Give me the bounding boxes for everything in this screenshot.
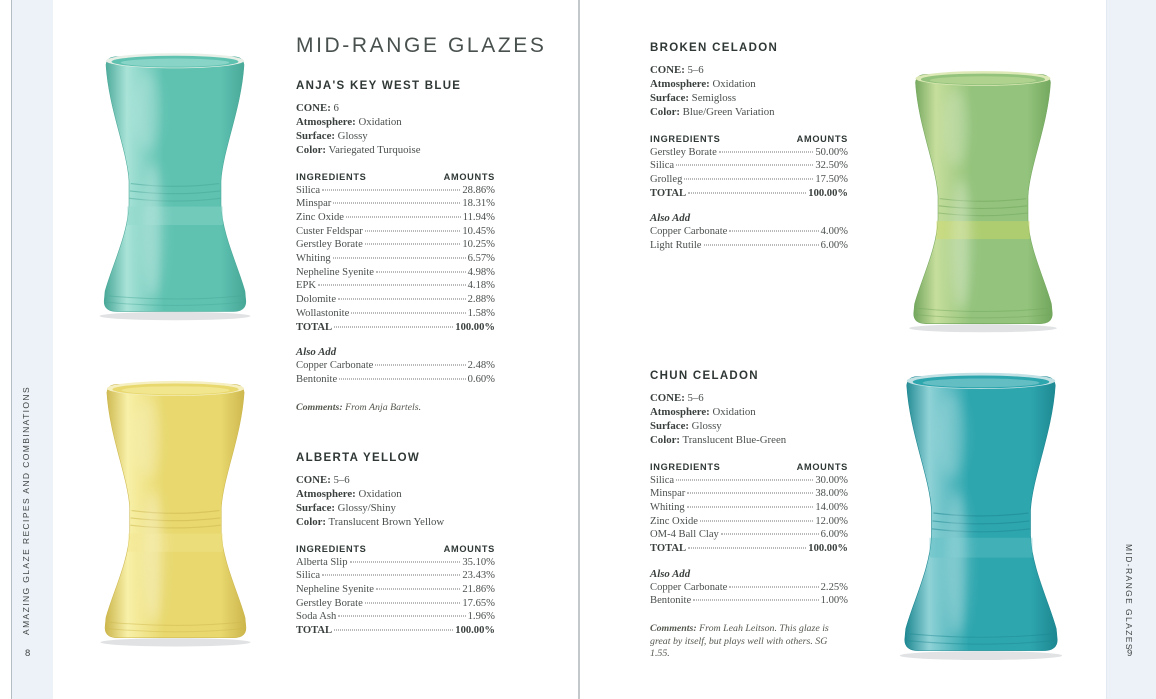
ingredient-amount: 1.00% [820,595,848,607]
ingredient-row [650,173,848,187]
dot-leader [334,630,453,631]
vase-illustration [83,31,267,338]
ingredient-amount: 28.86% [462,184,495,196]
recipe-meta [296,102,495,158]
ingredient-row [650,187,848,201]
recipe-meta-row: Color: Translucent Brown Yellow [296,515,445,528]
recipe-meta-row: CONE: 6 [296,102,339,114]
dot-leader [676,165,813,166]
vase-illustration [882,364,1080,664]
ingredient-name: Soda Ash [296,611,337,623]
dot-leader [693,600,818,601]
ingredient-amount: 1.96% [467,611,495,623]
vase-illustration [84,361,267,662]
ingredient-amount: 2.88% [467,294,495,306]
ingredient-amount: 21.86% [462,584,495,595]
dot-leader [365,230,461,231]
ingredient-name: Alberta Slip [296,556,348,568]
ingredient-amount: 100.00% [455,625,495,637]
ingredient-amount: 6.57% [467,253,495,265]
ingredient-amount: 0.60% [467,373,495,385]
ingredient-name: TOTAL [650,543,687,555]
left-spine-title: AMAZING GLAZE RECIPES AND COMBINATIONS [21,385,31,635]
dot-leader [338,616,465,617]
meta-label: Color: [650,433,680,446]
also-add-heading: Also Add [296,346,337,359]
ingredient-amount: 100.00% [808,543,848,555]
ingredient-name: Silica [296,570,321,582]
ingredient-amount: 100.00% [808,187,848,199]
ingredient-row [650,487,848,501]
amounts-header-label: AMOUNTS [796,133,848,144]
dot-leader [676,479,813,480]
dot-leader [687,507,814,508]
meta-label: Surface: [650,419,689,432]
recipe-meta-row: Atmosphere: Oxidation [650,77,756,90]
ingredient-amount: 23.43% [462,570,495,582]
ingredient-amount: 12.00% [815,515,848,527]
ingredient-row [650,542,848,556]
ingredient-row [650,146,848,160]
ingredient-amount: 11.94% [462,212,495,223]
ingredient-row [296,359,495,373]
dot-leader [338,299,466,300]
ingredient-row [650,159,848,173]
ingredient-row [296,597,495,611]
left-page-number: 8 [25,648,31,659]
ingredients-header-label: INGREDIENTS [650,461,721,472]
ingredient-amount: 4.18% [467,280,495,292]
ingredient-amount: 6.00% [820,529,848,541]
dot-leader [687,493,813,494]
amounts-header-label: AMOUNTS [443,171,495,182]
vase-photo-chun-celadon [882,364,1080,664]
ingredient-amount: 100.00% [455,321,495,333]
recipe-broken-celadon [650,42,848,253]
ingredient-row [650,528,848,542]
also-add-heading: Also Add [650,567,691,580]
left-page-edge-strip [11,0,53,699]
recipe-meta-row: CONE: 5–6 [296,474,350,486]
dot-leader [351,312,465,313]
dot-leader [688,192,806,193]
ingredient-amount: 10.25% [462,239,495,251]
ingredient-name: Silica [650,160,675,172]
ingredient-name: Minspar [650,488,686,500]
ingredient-name: Minspar [296,198,332,210]
meta-label: Surface: [296,501,335,514]
ingredient-row [650,225,848,239]
ingredient-row [296,252,495,266]
meta-label: Atmosphere: [296,487,356,500]
ingredient-name: EPK [296,280,317,292]
ingredient-row [296,307,495,321]
dot-leader [684,179,813,180]
dot-leader [700,520,813,521]
ingredient-name: Wollastonite [296,307,350,319]
recipe-meta-row: Atmosphere: Oxidation [296,115,402,128]
recipe-meta [650,392,848,448]
ingredient-row [296,293,495,307]
recipe-meta [296,474,495,530]
meta-label: Surface: [296,129,335,142]
meta-label: CONE: [296,102,331,114]
dot-leader [719,151,814,152]
ingredient-name: Silica [296,184,321,196]
vase-photo-broken-celadon [893,51,1073,348]
ingredient-name: Copper Carbonate [650,581,728,593]
ingredient-amount: 10.45% [462,225,495,237]
recipe-meta-row: CONE: 5–6 [650,64,704,76]
comments-label: Comments: [296,401,343,413]
ingredient-name: Bentonite [650,595,692,607]
dot-leader [376,271,466,272]
meta-label: Color: [296,515,326,528]
ingredient-name: Custer Feldspar [296,225,363,237]
ingredient-name: TOTAL [650,187,687,199]
recipe-meta-row: Color: Variegated Turquoise [296,143,421,156]
ingredient-row [296,266,495,280]
ingredient-amount: 4.00% [820,226,848,238]
ingredient-name: Nepheline Syenite [296,266,374,278]
meta-label: Atmosphere: [650,405,710,418]
dot-leader [339,378,465,379]
recipe-title: CHUN CELADON [650,370,759,382]
ingredient-name: TOTAL [296,321,333,333]
ingredient-amount: 17.65% [462,597,495,609]
recipe-meta-row: CONE: 5–6 [650,392,704,404]
ingredient-amount: 18.31% [462,198,495,210]
recipe-alberta-yellow [296,452,495,638]
dot-leader [365,244,461,245]
dot-leader [376,589,460,590]
dot-leader [346,217,461,218]
ingredient-row [296,610,495,624]
dot-leader [333,203,460,204]
ingredient-row [650,594,848,608]
also-add-heading: Also Add [650,212,691,225]
ingredient-name: Zinc Oxide [650,515,698,527]
dot-leader [322,189,460,190]
ingredient-name: Bentonite [296,373,338,385]
dot-leader [333,258,466,259]
meta-label: Color: [650,105,680,118]
ingredient-amount: 6.00% [820,240,848,252]
recipe-title: ALBERTA YELLOW [296,452,421,464]
ingredients-header [650,134,848,144]
recipe-meta-row: Surface: Glossy [296,129,368,142]
recipe-meta-row: Surface: Glossy/Shiny [296,501,396,514]
ingredient-row [296,624,495,638]
meta-label: CONE: [296,474,331,486]
recipe-comments: Comments: From Anja Bartels. [296,401,422,413]
ingredient-amount: 35.10% [462,556,495,568]
ingredients-header [650,462,848,472]
ingredients-header [296,544,495,554]
dot-leader [729,586,818,587]
ingredient-row [296,197,495,211]
recipe-title: BROKEN CELADON [650,42,779,54]
ingredient-row [296,184,495,198]
ingredient-amount: 17.50% [815,174,848,185]
ingredients-header [296,172,495,182]
section-title: MID-RANGE GLAZES [296,34,547,57]
meta-label: CONE: [650,64,685,76]
ingredient-name: TOTAL [296,625,333,637]
dot-leader [729,231,818,232]
right-spine-title: MID-RANGE GLAZES [1124,544,1134,651]
ingredient-name: Gerstley Borate [650,146,717,158]
ingredient-name: OM-4 Ball Clay [650,529,719,541]
ingredient-amount: 38.00% [815,488,848,500]
ingredient-name: Grolleg [650,174,683,185]
vase-illustration [893,51,1073,348]
ingredient-amount: 4.98% [467,266,495,278]
ingredient-amount: 50.00% [815,146,848,158]
right-page-number: 9 [1127,648,1133,659]
dot-leader [318,285,466,286]
meta-label: Color: [296,143,326,156]
dot-leader [704,245,819,246]
comments-label: Comments: [650,623,697,635]
ingredient-amount: 2.48% [467,360,495,372]
ingredient-amount: 32.50% [815,160,848,172]
meta-label: Surface: [650,91,689,104]
ingredient-amount: 1.58% [467,307,495,319]
recipe-title: ANJA'S KEY WEST BLUE [296,80,462,92]
dot-leader [350,561,461,562]
dot-leader [322,575,460,576]
ingredients-header-label: INGREDIENTS [650,133,721,144]
ingredient-name: Light Rutile [650,240,702,252]
recipe-comments: Comments: From Leah Leitson. This glaze is great by itself, but plays well with others. SG 1.55. [650,623,829,660]
vase-photo-alberta-yellow [84,361,267,662]
ingredient-row [296,373,495,387]
ingredient-amount: 2.25% [820,581,848,593]
recipe-anjas-key-west-blue [296,80,495,414]
dot-leader [721,534,819,535]
ingredient-row [296,583,495,597]
ingredient-row [296,211,495,225]
page-gutter-divider [578,0,580,699]
recipe-meta-row: Atmosphere: Oxidation [650,405,756,418]
ingredient-row [296,225,495,239]
dot-leader [375,365,465,366]
recipe-meta-row: Surface: Glossy [650,419,722,432]
ingredient-row [650,239,848,253]
amounts-header-label: AMOUNTS [796,461,848,472]
ingredient-name: Dolomite [296,294,337,306]
meta-label: Atmosphere: [296,115,356,128]
recipe-meta [650,64,848,120]
ingredient-name: Whiting [296,253,331,265]
vase-photo-variegated-turquoise [83,31,267,338]
ingredient-name: Nepheline Syenite [296,584,374,595]
amounts-header-label: AMOUNTS [443,543,495,554]
ingredient-row [296,321,495,335]
dot-leader [688,548,806,549]
ingredient-name: Gerstley Borate [296,239,363,251]
ingredient-name: Copper Carbonate [650,226,728,238]
ingredients-header-label: INGREDIENTS [296,543,367,554]
ingredient-row [650,501,848,515]
ingredient-name: Silica [650,474,675,486]
recipe-meta-row: Color: Blue/Green Variation [650,105,775,118]
ingredient-row [296,279,495,293]
ingredient-row [650,515,848,529]
dot-leader [365,602,461,603]
ingredient-row [296,238,495,252]
recipe-chun-celadon [650,370,848,661]
ingredient-row [650,474,848,488]
ingredient-amount: 14.00% [815,502,848,513]
ingredient-row [650,581,848,595]
ingredients-header-label: INGREDIENTS [296,171,367,182]
ingredient-name: Gerstley Borate [296,597,363,609]
ingredient-name: Copper Carbonate [296,360,374,372]
meta-label: Atmosphere: [650,77,710,90]
recipe-meta-row: Atmosphere: Oxidation [296,487,402,500]
recipe-meta-row: Color: Translucent Blue-Green [650,433,787,446]
ingredient-row [296,569,495,583]
dot-leader [334,326,453,327]
ingredient-amount: 30.00% [815,474,848,486]
ingredient-name: Whiting [650,502,685,513]
ingredient-name: Zinc Oxide [296,212,344,223]
recipe-meta-row: Surface: Semigloss [650,91,737,104]
meta-label: CONE: [650,392,685,404]
ingredient-row [296,556,495,570]
